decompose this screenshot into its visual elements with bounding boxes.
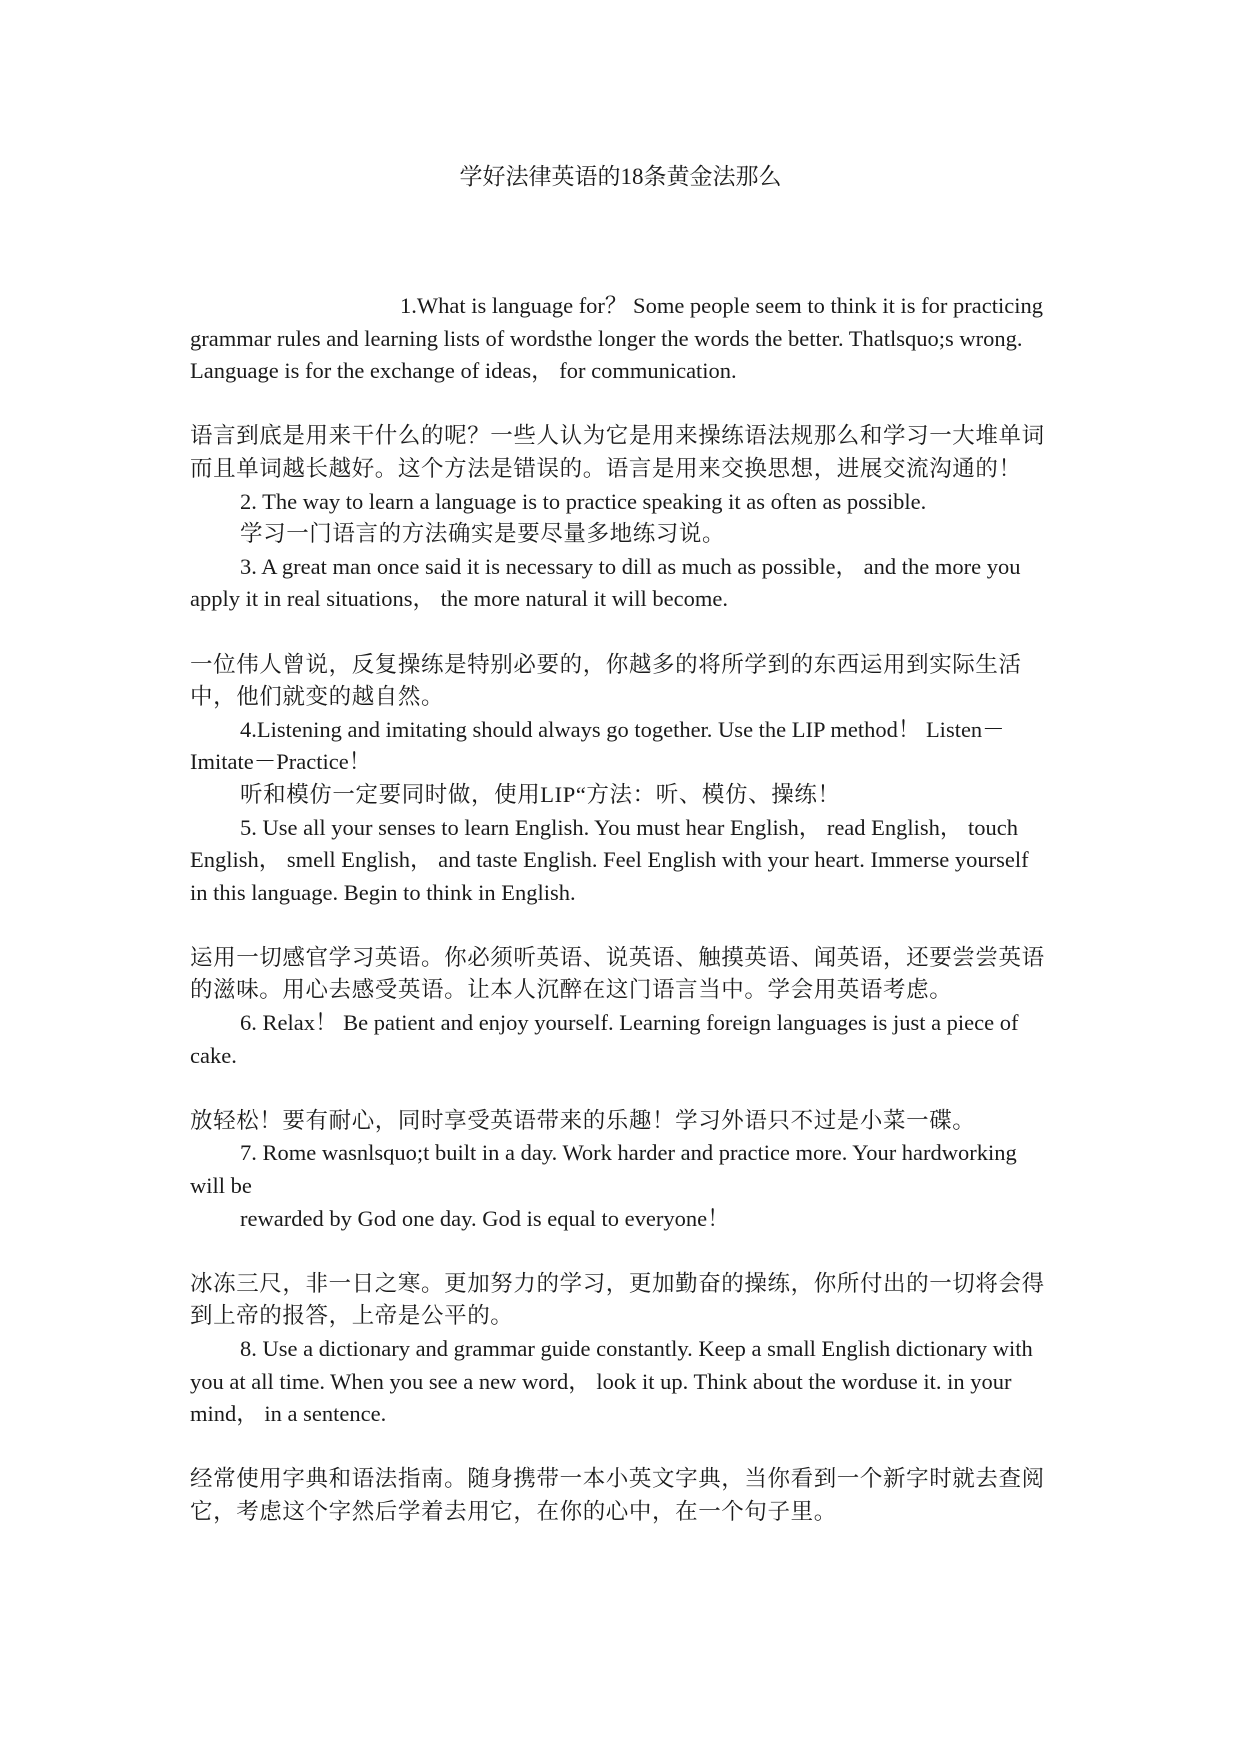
paragraph-5-cn: 运用一切感官学习英语。你必须听英语、说英语、触摸英语、闻英语，还要尝尝英语的滋味。用心去感受英语。让本人沉醉在这门语言当中。学会用英语考虑。 [190,944,1045,1003]
paragraph-8-cn: 经常使用字典和语法指南。随身携带一本小英文字典，当你看到一个新字时就去查阅它，考虑这个字然后学着去用它，在你的心中，在一个句子里。 [190,1466,1045,1524]
paragraph-7-en-cont: rewarded by God one day. God is equal to everyone！ [240,1205,730,1231]
paragraph-4-cn: 听和模仿一定要同时做，使用LIP“方法：听、模仿、操练！ [240,781,841,807]
paragraph-1-en: 1.What is language for？ Some people seem to think it is for practicing grammar rules and learning lists of wordsthe longer the words the better. Thatlsquo;s wrong. Language is for the exchange of ideas， for communication. [190,293,1043,384]
document-body [190,290,1050,1529]
paragraph-3-cn: 一位伟人曾说，反复操练是特别必要的，你越多的将所学到的东西运用到实际生活中，他们就变的越自然。 [190,651,1022,710]
paragraph-4-en: 4.Listening and imitating should always go together. Use the LIP method！ Listen－Imitate－Practice！ [190,716,1005,775]
paragraph-7-en: 7. Rome wasnlsquo;t built in a day. Work harder and practice more. Your hardworking will be [190,1140,1017,1199]
document-title: 学好法律英语的18条黄金法那么 [459,164,782,189]
paragraph-8-en: 8. Use a dictionary and grammar guide constantly. Keep a small English dictionary with you at all time. When you see a new word， look it up. Think about the worduse it. in your mind， in a sentence. [190,1336,1033,1427]
paragraph-5-en: 5. Use all your senses to learn English. You must hear English， read English， touch English， smell English， and taste English. Feel English with your heart. Immerse yourself in this language. Begin to think in English. [190,814,1029,905]
paragraph-2-en: 2. The way to learn a language is to practice speaking it as often as possible. [240,488,927,514]
paragraph-6-cn: 放轻松！要有耐心，同时享受英语带来的乐趣！学习外语只不过是小菜一碟。 [190,1107,976,1133]
paragraph-2-cn: 学习一门语言的方法确实是要尽量多地练习说。 [240,521,726,547]
paragraph-3-en: 3. A great man once said it is necessary to dill as much as possible， and the more you apply it in real situations， the more natural it will become. [190,553,1021,612]
paragraph-6-en: 6. Relax！ Be patient and enjoy yourself. Learning foreign languages is just a piece of cake. [190,1010,1019,1068]
paragraph-1-cn: 语言到底是用来干什么的呢？一些人认为它是用来操练语法规那么和学习一大堆单词而且单词越长越好。这个方法是错误的。语言是用来交换思想，进展交流沟通的！ [190,423,1045,481]
paragraph-7-cn: 冰冻三尺，非一日之寒。更加努力的学习，更加勤奋的操练，你所付出的一切将会得到上帝的报答，上帝是公平的。 [190,1270,1045,1329]
